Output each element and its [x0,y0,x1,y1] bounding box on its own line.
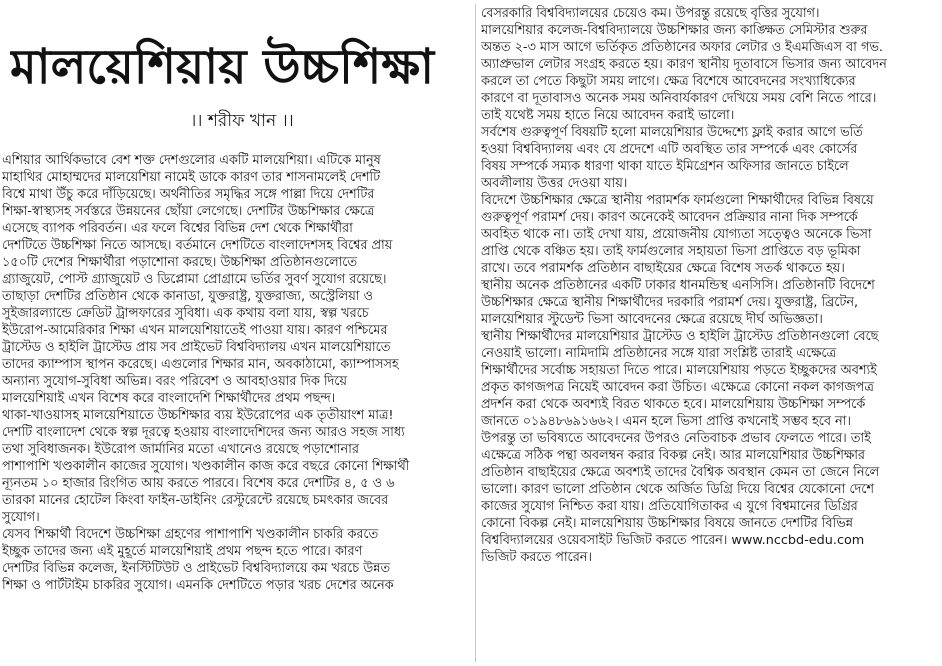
article-text-line: মালয়েশিয়ার কলেজ-বিশ্ববিদ্যালয়ে উচ্চশিক্ষার জন্য কাঙ্ক্ষিত সেমিস্টার শুরুর [481,23,868,38]
article-text-line: ন্যূনতম ১০ হাজার রিংগিত আয় করতে পারবে। বিশেষ করে দেশটির ৪, ৫ ও ৬ [2,476,395,491]
article-text-line: বিষয় সম্পর্কে সম্যক ধারণা থাকা যাতে ইমিগ্রেশন অফিসার জানতে চাইলে [481,159,849,174]
article-text-line: প্রাপ্তি থেকে বঞ্চিত হয়। তাই ফার্মগুলোর সহায়তা ভিসা প্রাপ্তিতে বড় ভূমিকা [481,244,861,259]
article-text-line: সর্বশেষ গুরুত্বপূর্ণ বিষয়টি হলো মালয়েশিয়ার উদ্দেশ্যে ফ্লাই করার আগে ভর্তি [481,125,863,140]
article-text-line: এক্ষেত্রে সঠিক পন্থা অবলম্বন করার বিকল্প নেই। আর মালয়েশিয়ার উচ্চশিক্ষার [481,448,865,463]
article-text-line: শিক্ষা ও পার্টটাইম চাকরির সুযোগ। এমনকি দেশটিতে পড়ার খরচ দেশের অনেক [2,578,394,593]
article-text-line: প্রকৃত কাগজপত্র নিয়েই আবেদন করা উচিত। এক্ষেত্রে কোনো নকল কাগজপত্র [481,380,874,395]
article-right-column [481,0,940,666]
article-text-line: স্থানীয় অনেক প্রতিষ্ঠানের একটি ঢাকার ধানমন্ডিস্থ এনসিসি। প্রতিষ্ঠানটি বিদেশে [481,278,875,293]
article-text-line: অ্যাপ্রুভাল লেটার সংগ্রহ করতে হয়। কারণ স্থানীয় দূতাবাসে ভিসার জন্য আবেদন [481,57,887,72]
column-divider [475,4,476,662]
article-text-line: নেওয়াই ভালো। নামিদামি প্রতিষ্ঠানের সঙ্গে যারা সংশ্লিষ্ট তারাই এক্ষেত্রে [481,346,836,361]
article-text-line: তাছাড়া দেশটির প্রতিষ্ঠান থেকে কানাডা, যুক্তরাষ্ট্র, যুক্তরাজ্য, অস্ট্রেলিয়া ও [2,289,373,304]
article-text-line: তথা সুবিধাজনক। ইউরোপ জার্মানির মতো এখানেও রয়েছে পড়াশোনার [2,442,359,457]
article-text-line: মালয়েশিয়ার স্টুডেন্ট ভিসা আবেদনের ক্ষেত্রে রয়েছে দীর্ঘ অভিজ্ঞতা। [481,312,823,327]
article-text-line: থাকা-খাওয়াসহ মালয়েশিয়াতে উচ্চশিক্ষার ব্যয় ইউরোপের এক তৃতীয়াংশ মাত্র! [2,408,394,423]
article-text-line: দেশটির বিভিন্ন কলেজ, ইনস্টিটিউট ও প্রাইভেট বিশ্ববিদ্যালয়ে কম খরচে উন্নত [2,561,390,576]
article-text-line: মাহাথির মোহাম্মদের মালয়েশিয়া নামেই ডাকে কারণ তার শাসনামলেই দেশটি [2,170,381,185]
article-text-line: জানতে ০১৯৪৮৬৯১৬৬২। এমন হলে ভিসা প্রাপ্তি কখনোই সম্ভব হবে না। [481,414,851,429]
article-text-line: ইউরোপ-আমেরিকার শিক্ষা এখন মালয়েশিয়াতেই পাওয়া যায়। কারণ পশ্চিমের [2,323,388,338]
article-text-line: ভালো। কারণ ভালো প্রতিষ্ঠান থেকে অর্জিত ডিগ্রি দিয়ে বিশ্বের যেকোনো দেশে [481,482,874,497]
article-text-line: যেসব শিক্ষার্থী বিদেশে উচ্চশিক্ষা গ্রহণের পাশাপাশি খণ্ডকালীন চাকরি করতে [2,527,379,542]
article-text-line: অন্তত ২-৩ মাস আগে ভর্তিকৃত প্রতিষ্ঠানের অফার লেটার ও ইএমজিএস বা গভ. [481,40,883,55]
article-text-line: তারকা মানের হোটেল কিংবা ফাইন-ডাইনিং রেস্টুরেন্টে রয়েছে চমৎকার জবের [2,493,389,508]
article-text-line: অবহিত থাকে না। তাই দেখা যায়, প্রয়োজনীয় যোগ্যতা সত্ত্বেও অনেকে ভিসা [481,227,872,242]
article-text-line: হওয়া বিশ্ববিদ্যালয় এবং যে প্রদেশে এটি অবস্থিত তার সম্পর্কে এবং কোর্সের [481,142,858,157]
article-text-line: উচ্চশিক্ষার ক্ষেত্রে স্থানীয় শিক্ষার্থীদের দরকারি পরামর্শ দেয়। যুক্তরাষ্ট্র, ব্রিটেন, [481,295,859,310]
article-text-line: মালয়েশিয়াই এখন বিশেষ করে বাংলাদেশি শিক্ষার্থীদের প্রথম পছন্দ। [2,391,336,406]
article-text-line: স্থানীয় শিক্ষার্থীদের মালয়েশিয়ার ট্রাস্টেড ও হাইলি ট্রাস্টেড প্রতিষ্ঠানগুলো বেছে [481,329,879,344]
article-text-line: গুরুত্বপূর্ণ পরামর্শ দেয়। কারণ অনেকেই আবেদন প্রক্রিয়ার নানা দিক সম্পর্কে [481,210,858,225]
article-text-line: বিশ্ববিদ্যালয়ের ওয়েবসাইট ভিজিট করতে পারেন। www.nccbd-edu.com [481,533,865,548]
article-text-line: এশিয়ার আর্থিকভাবে বেশ শক্ত দেশগুলোর একটি মালয়েশিয়া। এটিকে মানুষ [2,153,381,168]
article-text-line: কারণে বা দূতাবাসও অনেক সময় অনিবার্যকারণ দেখিয়ে সময় বেশি নিতে পারে। [481,91,877,106]
article-text-line: কোনো বিকল্প নেই। মালয়েশিয়ায় উচ্চশিক্ষার বিষয়ে জানতে দেশটির বিভিন্ন [481,516,853,531]
article-headline: মালয়েশিয়ায় উচ্চশিক্ষা [10,39,435,95]
article-text-line: দেশটিতে উচ্চশিক্ষা নিতে আসছে। বর্তমানে দেশটিতে বাংলাদেশসহ বিশ্বের প্রায় [2,238,393,253]
article-text-line: কাজের সুযোগ নিশ্চিত করা যায়। প্রতিযোগিতাকর এ যুগে বিশ্বমানের ডিগ্রির [481,499,858,514]
article-text-line: দেশটি বাংলাদেশ থেকে স্বল্প দূরত্বে হওয়ায় বাংলাদেশিদের জন্য আরও সহজ সাধ্য [2,425,405,440]
article-text-line: রাখে। তবে পরামর্শক প্রতিষ্ঠান বাছাইয়ের ক্ষেত্রে বিশেষ সতর্ক থাকতে হয়। [481,261,845,276]
article-text-line: বিশ্বে মাথা উঁচু করে দাঁড়িয়েছে। অর্থনীতির সমৃদ্ধির সঙ্গে পাল্লা দিয়ে দেশটির [2,187,375,202]
article-text-line: প্রদর্শন করা থেকে অবশ্যই বিরত থাকতে হবে। মালয়েশিয়ায় উচ্চশিক্ষা সম্পর্কে [481,397,866,412]
article-text-line: ভিজিট করতে পারেন। [481,550,592,565]
article-text-line: বেসরকারি বিশ্ববিদ্যালয়ের চেয়েও কম। উপরন্তু রয়েছে বৃত্তির সুযোগ। [481,6,820,21]
article-byline: ।। শরীফ খান ।। [190,111,294,131]
article-text-line: শিক্ষার্থীদের সর্বোচ্চ সহায়তা দিতে পারে। মালয়েশিয়ায় পড়তে ইচ্ছুকদের অবশ্যই [481,363,877,378]
article-text-line: সুইজারল্যান্ডে ক্রেডিট ট্রান্সফারের সুবিধা। এক কথায় বলা যায়, স্বল্প খরচে [2,306,369,321]
article-text-line: শিক্ষা-স্বাস্থ্যসহ সর্বস্তরে উন্নয়নের ছোঁয়া লেগেছে। দেশটির উচ্চশিক্ষার ক্ষেত্রে [2,204,375,219]
article-text-line: গ্র্যাজুয়েট, পোস্ট গ্র্যাজুয়েট ও ডিপ্লোমা প্রোগ্রামে ভর্তির সুবর্ণ সুযোগ রয়েছে। [2,272,387,287]
article-text-line: প্রতিষ্ঠান বাছাইয়ের ক্ষেত্রে অবশ্যই তাদের বৈশ্বিক অবস্থান কেমন তা জেনে নিলে [481,465,880,480]
article-text-line: অবলীলায় উত্তর দেওয়া যায়। [481,176,628,191]
article-text-line: করলে তা পেতে কিছুটা সময় লাগে। ক্ষেত্র বিশেষে আবেদনের সংখ্যাধিক্যের [481,74,856,89]
article-text-line: ইচ্ছুক তাদের জন্য এই মুহূর্তে মালয়েশিয়াই প্রথম পছন্দ হতে পারে। কারণ [2,544,363,559]
article-text-line: ট্রাস্টেড ও হাইলি ট্রাস্টেড প্রায় সব প্রাইভেট বিশ্ববিদ্যালয় এখন মালয়েশিয়াতে [2,340,391,355]
article-text-line: ১৫০টি দেশের শিক্ষার্থীরা পড়াশোনা করছে। উচ্চশিক্ষা প্রতিষ্ঠানগুলোতে [2,255,357,270]
article-text-line: বিদেশে উচ্চশিক্ষার ক্ষেত্রে স্থানীয় পরামর্শক ফার্মগুলো শিক্ষার্থীদের বিভিন্ন বিষয়ে [481,193,874,208]
article-text-line: সুযোগ। [2,510,40,525]
article-text-line: পাশাপাশি খণ্ডকালীন কাজের সুযোগ। খণ্ডকালীন কাজ করে বছরে কোনো শিক্ষার্থী [2,459,410,474]
article-text-line: তাই যথেষ্ট সময় হাতে নিয়ে আবেদন করাই ভালো। [481,108,735,123]
article-text-line: এসেছে ব্যাপক পরিবর্তন। এর ফলে বিশ্বের বিভিন্ন দেশ থেকে শিক্ষার্থীরা [2,221,353,236]
article-text-line: অন্যান্য সুযোগ-সুবিধা অভিন্ন। বরং পরিবেশ ও আবহাওয়ার দিক দিয়ে [2,374,347,389]
article-text-line: তাদের ক্যাম্পাস স্থাপন করেছে। এগুলোর শিক্ষার মান, অবকাঠামো, ক্যাম্পাসসহ [2,357,399,372]
article-text-line: উপরন্তু তা ভবিষ্যতে আবেদনের উপরও নেতিবাচক প্রভাব ফেলতে পারে। তাই [481,431,871,446]
article-left-column [2,0,470,666]
